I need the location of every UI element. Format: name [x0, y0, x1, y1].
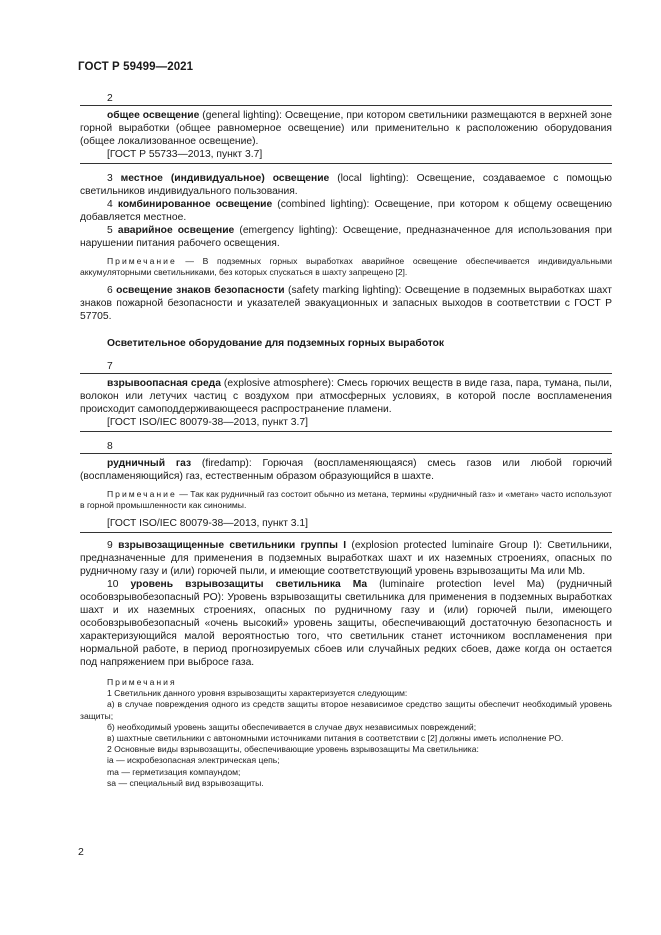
- note-1b: б) необходимый уровень защиты обеспечивается в случае двух независимых повреждений;: [107, 721, 477, 732]
- notes-label: Примечания: [107, 677, 177, 687]
- notes-term-10: [80, 677, 612, 789]
- term-7-reference: [ГОСТ ISO/IEC 80079-38—2013, пункт 3.7]: [107, 417, 308, 428]
- standard-header: ГОСТ Р 59499—2021: [78, 61, 194, 73]
- term-8-name: рудничный газ: [107, 458, 192, 469]
- term-8-definition: рудничный газ (firedamp): Горючая (воспламеняющаяся) смесь газов или любой горючий (воспламеняющийся) газ, естественным образом образующийся в шахте.: [80, 458, 612, 482]
- term-9: 9 взрывозащищенные светильники группы I (explosion protected luminaire Group I): Светильники, предназначенные для применения в подземных выработках шахт и их наземных строениях, опасных по рудничному газу и (или) горючей пыли, и имеющие соответствующий уровень взрывозащиты Ma или Mb.: [80, 540, 613, 577]
- term-10: 10 уровень взрывозащиты светильника Ma (luminaire protection level Ma) (рудничный особовзрывобезопасный РО): Уровень взрывозащиты светильника для применения в подземных выработках шахт и их наземных строениях, опасных по рудничному газу и (или) горючей пыли, имеющего особовзрывобезопасный «очень высокий» уровень защиты, обеспечивающий достаточную безопасность и характеризующийся малой вероятностью того, что светильник станет источником воспламенения при нормальной работе, в период прогнозируемых сбоев или случайных редких сбоев, даже когда он остается под напряжением при выбросе газа.: [80, 579, 612, 668]
- note-2b: ma — герметизация компаундом;: [107, 766, 241, 777]
- term-2-definition: [80, 109, 612, 148]
- note-2a: ia — искробезопасная электрическая цепь;: [107, 755, 280, 766]
- term-number-2: 2: [107, 93, 113, 104]
- term-2-text: (general lighting): Освещение, при котором светильники размещаются в верхней зоне горной выработки (общее равномерное освещение) или применительно к расположению оборудования (общее локализованное освещение).: [80, 110, 612, 147]
- term-number-7: 7: [107, 361, 113, 372]
- term-3: 3 местное (индивидуальное) освещение (local lighting): Освещение, создаваемое с помощью светильников индивидуального пользования.: [80, 173, 612, 197]
- term-5-name: аварийное освещение: [117, 225, 235, 236]
- term-7-name: взрывоопасная среда: [107, 378, 221, 389]
- note-1: 1 Светильник данного уровня взрывозащиты характеризуется следующим:: [107, 688, 408, 699]
- term-6-name: освещение знаков безопасности: [116, 285, 285, 296]
- term-2-name: общее освещение: [107, 110, 200, 121]
- quoted-term-2: [80, 105, 612, 164]
- note-1a: а) в случае повреждения одного из средств защиты второе независимое средство защиты обеспечит необходимый уровень защиты;: [80, 699, 612, 721]
- page-number: 2: [78, 846, 84, 858]
- term-2-reference: [ГОСТ Р 55733—2013, пункт 3.7]: [107, 149, 263, 160]
- term-7-definition: взрывоопасная среда (explosive atmosphere): Смесь горючих веществ в виде газа, пара, тумана, пыли, волокон или летучих частиц с воздухом при атмосферных условиях, в которой после воспламенения происходит самоподдерживающееся распространение пламени.: [80, 378, 612, 415]
- term-4-name: комбинированное освещение: [117, 199, 273, 210]
- term-10-name: уровень взрывозащиты светильника Ma: [130, 579, 368, 590]
- term-4: 4 комбинированное освещение (combined lighting): Освещение, при котором к общему освещению добавляется местное.: [80, 199, 612, 223]
- term-8-reference: [ГОСТ ISO/IEC 80079-38—2013, пункт 3.1]: [107, 518, 308, 529]
- note-2c: sa — специальный вид взрывозащиты.: [107, 777, 264, 788]
- term-6: 6 освещение знаков безопасности (safety marking lighting): Освещение в подземных выработках шахт знаков пожарной безопасности и указателей эвакуационных и запасных выходов в соответствии с ГОСТ Р 57705.: [80, 285, 612, 322]
- quoted-term-7: [80, 373, 612, 432]
- term-9-name: взрывозащищенные светильники группы I: [118, 540, 347, 551]
- term-3-name: местное (индивидуальное) освещение: [120, 173, 330, 184]
- note-term-5: Примечание — В подземных горных выработках аварийное освещение обеспечивается индивидуальными аккумуляторными светильниками, без которых спускаться в шахту запрещено [2].: [80, 256, 612, 277]
- term-number-8: 8: [107, 441, 113, 452]
- document-body: [80, 92, 612, 789]
- note-term-8: Примечание — Так как рудничный газ состоит обычно из метана, термины «рудничный газ» и «метан» часто используют в горной промышленности как синонимы.: [80, 489, 612, 510]
- note-1c: в) шахтные светильники с автономными источниками питания в соответствии с [2] должны иметь исполнение РО.: [107, 733, 564, 744]
- note-2: 2 Основные виды взрывозащиты, обеспечивающие уровень взрывозащиты Ма светильника:: [107, 744, 479, 755]
- term-5: 5 аварийное освещение (emergency lighting): Освещение, предназначенное для использования при нарушении питания рабочего освещения.: [80, 225, 613, 249]
- section-heading: Осветительное оборудование для подземных горных выработок: [107, 338, 445, 349]
- quoted-term-8: [80, 453, 612, 533]
